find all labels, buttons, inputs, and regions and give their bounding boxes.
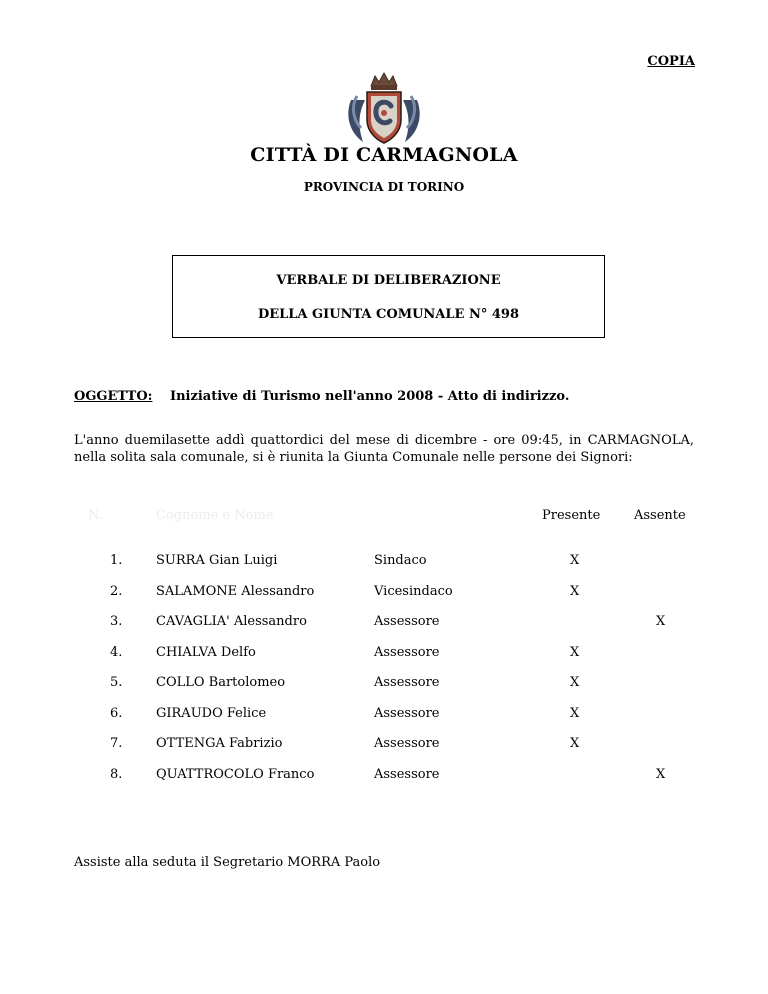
subject-text: Iniziative di Turismo nell'anno 2008 - Atto di indirizzo. (170, 389, 570, 404)
table-row (0, 736, 768, 756)
table-row (0, 675, 768, 695)
header-present: Presente (542, 508, 601, 523)
member-name: SURRA Gian Luigi (156, 553, 278, 568)
present-mark: X (570, 675, 580, 690)
member-name: CHIALVA Delfo (156, 645, 256, 660)
table-row (0, 584, 768, 604)
row-number: 4. (110, 645, 123, 660)
header-absent: Assente (634, 508, 686, 523)
table-row (0, 645, 768, 665)
absent-mark: X (656, 614, 666, 629)
member-name: CAVAGLIA' Alessandro (156, 614, 307, 629)
member-name: QUATTROCOLO Franco (156, 767, 315, 782)
present-mark: X (570, 584, 580, 599)
title-line-1: VERBALE DI DELIBERAZIONE (276, 273, 501, 288)
absent-mark: X (656, 767, 666, 782)
member-role: Assessore (374, 736, 440, 751)
member-role: Assessore (374, 675, 440, 690)
member-name: GIRAUDO Felice (156, 706, 267, 721)
title-line-2: DELLA GIUNTA COMUNALE N° 498 (257, 307, 520, 322)
present-mark: X (570, 553, 580, 568)
member-name: OTTENGA Fabrizio (156, 736, 283, 751)
member-role: Assessore (374, 706, 440, 721)
row-number: 3. (110, 614, 123, 629)
header-num: N. (88, 508, 103, 523)
province-name: PROVINCIA DI TORINO (303, 180, 465, 194)
row-number: 8. (110, 767, 123, 782)
intro-paragraph: L'anno duemilasette addì quattordici del mese di dicembre - ore 09:45, in CARMAGNOLA, nella solita sala comunale, si è riunita la Giunta Comunale nelle persone dei Signori: (74, 433, 694, 465)
row-number: 1. (110, 553, 123, 568)
table-row (0, 614, 768, 634)
city-crest-icon (341, 70, 427, 148)
title-box (172, 255, 605, 338)
member-role: Assessore (374, 645, 440, 660)
subject-label: OGGETTO: (74, 389, 153, 404)
row-number: 2. (110, 584, 123, 599)
copy-label: COPIA (647, 54, 695, 69)
secretary-note: Assiste alla seduta il Segretario MORRA Paolo (74, 855, 381, 870)
member-name: SALAMONE Alessandro (156, 584, 315, 599)
member-role: Vicesindaco (374, 584, 453, 599)
member-role: Assessore (374, 614, 440, 629)
header-name: Cognome e Nome (156, 508, 274, 523)
present-mark: X (570, 736, 580, 751)
table-row (0, 706, 768, 726)
row-number: 7. (110, 736, 123, 751)
member-role: Assessore (374, 767, 440, 782)
present-mark: X (570, 706, 580, 721)
member-name: COLLO Bartolomeo (156, 675, 286, 690)
city-name: CITTÀ DI CARMAGNOLA (250, 144, 518, 166)
row-number: 6. (110, 706, 123, 721)
table-row (0, 767, 768, 787)
member-role: Sindaco (374, 553, 427, 568)
present-mark: X (570, 645, 580, 660)
row-number: 5. (110, 675, 123, 690)
table-row (0, 553, 768, 573)
